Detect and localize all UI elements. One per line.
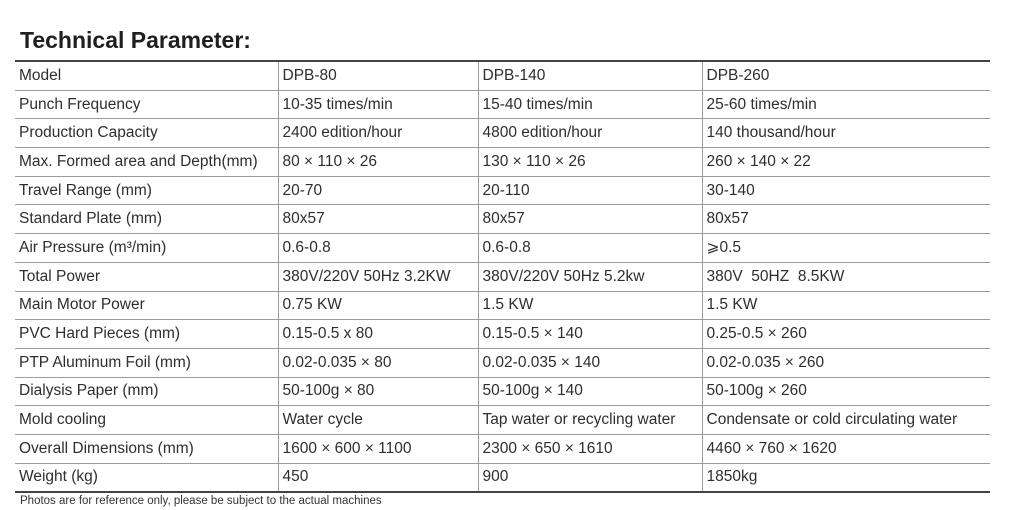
cell-dpb-260: 30-140: [702, 176, 990, 205]
cell-dpb-260: 140 thousand/hour: [702, 119, 990, 148]
cell-dpb-140: 380V/220V 50Hz 5.2kw: [478, 262, 702, 291]
row-label: Production Capacity: [15, 119, 278, 148]
table-row-ptp-aluminum-foil: [15, 348, 990, 377]
table-row-mold-cooling: [15, 406, 990, 435]
cell-dpb-80: DPB-80: [278, 61, 478, 90]
table-row-max-formed-area: [15, 148, 990, 177]
cell-dpb-260: 1.5 KW: [702, 291, 990, 320]
row-label: Max. Formed area and Depth(mm): [15, 148, 278, 177]
row-label: Total Power: [15, 262, 278, 291]
cell-dpb-140: 15-40 times/min: [478, 90, 702, 119]
cell-dpb-80: 0.6-0.8: [278, 234, 478, 263]
cell-dpb-80: 50-100g × 80: [278, 377, 478, 406]
row-label: Overall Dimensions (mm): [15, 434, 278, 463]
cell-dpb-260: 0.02-0.035 × 260: [702, 348, 990, 377]
cell-dpb-260: 380V 50HZ 8.5KW: [702, 262, 990, 291]
cell-dpb-260: Condensate or cold circulating water: [702, 406, 990, 435]
table-row-standard-plate: [15, 205, 990, 234]
table-row-pvc-hard-pieces: [15, 320, 990, 349]
cell-dpb-260: 50-100g × 260: [702, 377, 990, 406]
cell-dpb-140: 2300 × 650 × 1610: [478, 434, 702, 463]
cell-dpb-140: Tap water or recycling water: [478, 406, 702, 435]
cell-dpb-260: DPB-260: [702, 61, 990, 90]
cell-dpb-80: Water cycle: [278, 406, 478, 435]
cell-dpb-140: 80x57: [478, 205, 702, 234]
cell-dpb-80: 0.15-0.5 x 80: [278, 320, 478, 349]
cell-dpb-80: 2400 edition/hour: [278, 119, 478, 148]
cell-dpb-80: 20-70: [278, 176, 478, 205]
table-row-air-pressure: [15, 234, 990, 263]
cell-dpb-260: 260 × 140 × 22: [702, 148, 990, 177]
cell-dpb-140: 130 × 110 × 26: [478, 148, 702, 177]
row-label: Model: [15, 61, 278, 90]
table-row-punch-frequency: [15, 90, 990, 119]
row-label: Mold cooling: [15, 406, 278, 435]
cell-dpb-140: 50-100g × 140: [478, 377, 702, 406]
technical-parameter-table: [15, 60, 990, 493]
cell-dpb-140: 0.02-0.035 × 140: [478, 348, 702, 377]
row-label: Punch Frequency: [15, 90, 278, 119]
table-row-overall-dimensions: [15, 434, 990, 463]
cell-dpb-260: 0.25-0.5 × 260: [702, 320, 990, 349]
cell-dpb-140: 1.5 KW: [478, 291, 702, 320]
cell-dpb-140: 0.15-0.5 × 140: [478, 320, 702, 349]
table-row-model: [15, 61, 990, 90]
cell-dpb-260: 25-60 times/min: [702, 90, 990, 119]
cell-dpb-140: 20-110: [478, 176, 702, 205]
table-row-dialysis-paper: [15, 377, 990, 406]
footnote: Photos are for reference only, please be subject to the actual machines: [20, 495, 382, 507]
cell-dpb-80: 80x57: [278, 205, 478, 234]
cell-dpb-140: DPB-140: [478, 61, 702, 90]
cell-dpb-80: 80 × 110 × 26: [278, 148, 478, 177]
row-label: Weight (kg): [15, 463, 278, 492]
page-title: Technical Parameter:: [20, 27, 251, 53]
row-label: Dialysis Paper (mm): [15, 377, 278, 406]
cell-dpb-260: 1850kg: [702, 463, 990, 492]
row-label: PTP Aluminum Foil (mm): [15, 348, 278, 377]
cell-dpb-80: 380V/220V 50Hz 3.2KW: [278, 262, 478, 291]
table-row-weight: [15, 463, 990, 492]
cell-dpb-80: 0.75 KW: [278, 291, 478, 320]
cell-dpb-80: 450: [278, 463, 478, 492]
cell-dpb-140: 4800 edition/hour: [478, 119, 702, 148]
row-label: Main Motor Power: [15, 291, 278, 320]
cell-dpb-260: 4460 × 760 × 1620: [702, 434, 990, 463]
row-label: PVC Hard Pieces (mm): [15, 320, 278, 349]
table-row-main-motor-power: [15, 291, 990, 320]
row-label: Travel Range (mm): [15, 176, 278, 205]
cell-dpb-260: ⩾0.5: [702, 234, 990, 263]
table-row-total-power: [15, 262, 990, 291]
table-row-travel-range: [15, 176, 990, 205]
cell-dpb-260: 80x57: [702, 205, 990, 234]
cell-dpb-80: 0.02-0.035 × 80: [278, 348, 478, 377]
cell-dpb-80: 1600 × 600 × 1100: [278, 434, 478, 463]
cell-dpb-80: 10-35 times/min: [278, 90, 478, 119]
row-label: Air Pressure (m³/min): [15, 234, 278, 263]
table-row-production-capacity: [15, 119, 990, 148]
cell-dpb-140: 900: [478, 463, 702, 492]
cell-dpb-140: 0.6-0.8: [478, 234, 702, 263]
row-label: Standard Plate (mm): [15, 205, 278, 234]
